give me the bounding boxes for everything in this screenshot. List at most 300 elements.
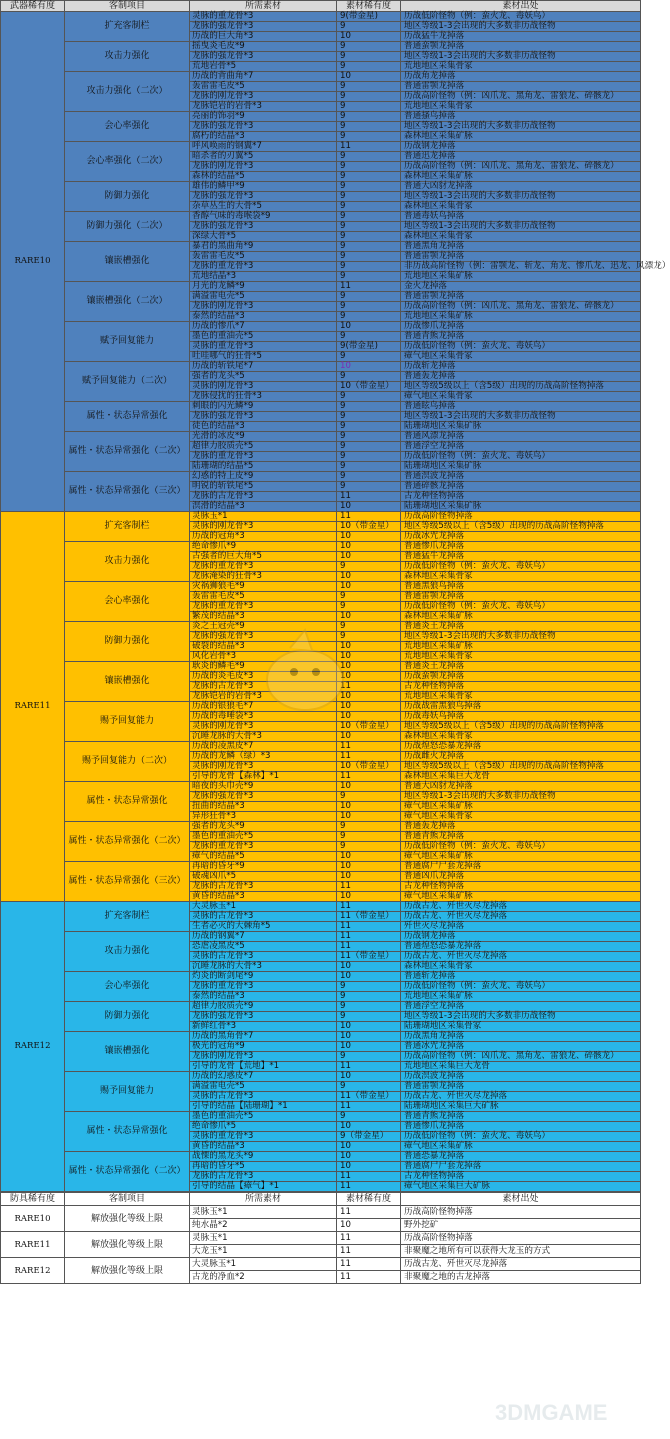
material-rarity-cell: 11 (337, 902, 401, 912)
source-cell: 森林地区采集矿脉 (401, 132, 641, 142)
source-cell: 历战高阶怪物（例：凶爪龙、黑角龙、雷狼龙、碎骸龙） (401, 1052, 641, 1062)
material-rarity-cell: 10 (337, 1072, 401, 1082)
material-rarity-cell: 10 (337, 1162, 401, 1172)
material-cell: 龙脉的强龙骨*3 (190, 632, 337, 642)
source-cell: 历战古龙、歼世灭尽龙掉落 (401, 952, 641, 962)
material-cell: 灵脉的古龙骨*3 (190, 1092, 337, 1102)
source-cell: 古龙种怪物掉落 (401, 1172, 641, 1182)
material-cell: 徒色的结晶*3 (190, 422, 337, 432)
material-rarity-cell: 9 (337, 452, 401, 462)
material-cell: 亮丽的饰羽*9 (190, 112, 337, 122)
material-cell: 月光的龙鳞*9 (190, 282, 337, 292)
material-rarity-cell: 9 (337, 52, 401, 62)
material-cell: 泰然的结晶*3 (190, 312, 337, 322)
material-cell: 引导的龙骨【森林】*1 (190, 772, 337, 782)
material-rarity-cell: 10 (337, 1152, 401, 1162)
rarity-cell: RARE11 (1, 512, 65, 902)
material-rarity-cell: 11 (337, 1232, 401, 1245)
table-row (1, 212, 641, 222)
material-cell: 灵脉的刚龙骨*3 (190, 722, 337, 732)
material-cell: 沉睡龙脉的大骨*3 (190, 962, 337, 972)
source-cell: 普通风漂龙掉落 (401, 432, 641, 442)
source-cell: 地区等级1-3会出现的大多数非历战怪物 (401, 792, 641, 802)
material-rarity-cell: 11 (337, 1062, 401, 1072)
material-cell: 龙脉的古龙骨*3 (190, 1172, 337, 1182)
material-cell: 龙脉的强龙骨*3 (190, 222, 337, 232)
material-rarity-cell: 9 (337, 122, 401, 132)
source-cell: 历战古龙、歼世灭尽龙掉落 (401, 1258, 641, 1271)
material-cell: 满溢雷电壳*5 (190, 292, 337, 302)
material-rarity-cell: 9 (337, 102, 401, 112)
source-cell: 金火龙掉落 (401, 282, 641, 292)
material-cell: 纯水晶*2 (190, 1219, 337, 1232)
source-cell: 历战高阶怪物（例：凶爪龙、黑角龙、雷狼龙、碎骸龙） (401, 162, 641, 172)
material-cell: 灵脉的重龙骨*3 (190, 342, 337, 352)
material-rarity-cell: 10 (337, 552, 401, 562)
material-cell: 香醇气味的毒喉袋*9 (190, 212, 337, 222)
material-cell: 灵脉的重龙骨*3 (190, 1132, 337, 1142)
material-cell: 历战的黑角骨*7 (190, 1032, 337, 1042)
source-cell: 陆珊瑚地区采集巨大矿脉 (401, 1102, 641, 1112)
source-cell: 瘴气地区采集矿脉 (401, 852, 641, 862)
material-cell: 异形狂骨*3 (190, 812, 337, 822)
material-rarity-cell: 9 (337, 602, 401, 612)
material-rarity-cell: 9 (337, 392, 401, 402)
custom-item-cell: 镶嵌槽强化 (65, 1032, 190, 1072)
table-row (1, 42, 641, 52)
material-rarity-cell: 11 (337, 682, 401, 692)
source-cell: 瘴气地区采集骨冢 (401, 812, 641, 822)
table-row (1, 402, 641, 412)
material-rarity-cell: 10 (337, 1032, 401, 1042)
material-cell: 超律力胶质壳*5 (190, 442, 337, 452)
material-cell: 引导的龙骨【荒地】*1 (190, 1062, 337, 1072)
material-cell: 满溢雷电壳*5 (190, 1082, 337, 1092)
material-cell: 暗夜的头巾壳*9 (190, 782, 337, 792)
source-cell: 普通惨爪龙掉落 (401, 542, 641, 552)
material-cell: 呼风唤雨的钢翼*7 (190, 142, 337, 152)
material-cell: 暗杀者的刃翼*5 (190, 152, 337, 162)
material-rarity-cell: 10 (337, 802, 401, 812)
custom-item-cell: 赐予回复能力 (65, 1072, 190, 1112)
source-cell: 森林地区采集骨冢 (401, 962, 641, 972)
material-cell: 大灵脉玉*1 (190, 1258, 337, 1271)
source-cell: 瘴气地区采集矿脉 (401, 892, 641, 902)
source-cell: 历战钢龙掉落 (401, 142, 641, 152)
source-cell: 地区等级5级以上（含5级）出现的历战高阶怪物掉落 (401, 762, 641, 772)
material-cell: 历战的炎毛皮*3 (190, 672, 337, 682)
material-rarity-cell: 9 (337, 202, 401, 212)
source-cell: 历战古龙、歼世灭尽龙掉落 (401, 912, 641, 922)
custom-item-cell: 会心率强化 (65, 582, 190, 622)
source-cell: 历战煌怒恐暴龙掉落 (401, 742, 641, 752)
source-cell: 地区等级1-3会出现的大多数非历战怪物 (401, 122, 641, 132)
custom-item-cell: 解放强化等级上限 (65, 1258, 190, 1284)
table-row (1, 472, 641, 482)
source-cell: 普通毒妖鸟掉落 (401, 212, 641, 222)
source-cell: 历战低阶怪物（例：蛮火龙、毒妖鸟） (401, 842, 641, 852)
material-rarity-header: 素材稀有度 (337, 1, 401, 12)
header-row (1, 1, 641, 12)
material-cell: 大龙玉*1 (190, 1245, 337, 1258)
material-cell: 灵脉玉*1 (190, 1232, 337, 1245)
source-cell: 历战雌火龙掉落 (401, 752, 641, 762)
source-cell: 森林地区采集骨冢 (401, 732, 641, 742)
source-cell: 历战溟波龙掉落 (401, 1072, 641, 1082)
material-rarity-cell: 11（带金星） (337, 952, 401, 962)
source-header: 素材出处 (401, 1193, 641, 1206)
material-cell: 再暗的昏牙*5 (190, 1162, 337, 1172)
mascot-watermark (250, 620, 360, 730)
material-rarity-cell: 10 (337, 1042, 401, 1052)
custom-item-cell: 攻击力强化 (65, 542, 190, 582)
material-rarity-cell: 11 (337, 282, 401, 292)
material-cell: 历战的斩铁尾*7 (190, 362, 337, 372)
material-cell: 瘴气的结晶*5 (190, 852, 337, 862)
custom-item-cell: 会心率强化 (65, 972, 190, 1002)
table-row (1, 142, 641, 152)
source-cell: 古龙种怪物掉落 (401, 682, 641, 692)
source-cell: 普通雷颚龙掉落 (401, 592, 641, 602)
source-cell: 瘴气地区采集巨大矿脉 (401, 1182, 641, 1192)
custom-item-cell: 镶嵌槽强化 (65, 662, 190, 702)
material-cell: 轰雷雷毛皮*5 (190, 252, 337, 262)
material-cell: 历战的钢翼*7 (190, 932, 337, 942)
material-rarity-cell: 9 (337, 562, 401, 572)
material-cell: 历战的冠角*3 (190, 532, 337, 542)
custom-item-cell: 攻击力强化 (65, 42, 190, 72)
custom-item-cell: 扩充客制栏 (65, 12, 190, 42)
material-rarity-cell: 9 (337, 1112, 401, 1122)
source-cell: 普通雷颚龙掉落 (401, 1082, 641, 1092)
material-rarity-cell: 9 (337, 632, 401, 642)
rarity-cell: RARE11 (1, 1232, 65, 1258)
material-cell: 泰然的结晶*3 (190, 992, 337, 1002)
source-cell: 普通惨爪龙掉落 (401, 1122, 641, 1132)
source-cell: 历战角龙掉落 (401, 72, 641, 82)
material-rarity-cell: 10（带金星） (337, 762, 401, 772)
source-cell: 历战黑角龙掉落 (401, 1032, 641, 1042)
material-rarity-cell: 10 (337, 1122, 401, 1132)
material-rarity-cell: 9 (337, 472, 401, 482)
custom-item-cell: 属性・状态异常强化 (65, 1112, 190, 1152)
material-rarity-cell: 9 (337, 332, 401, 342)
material-header: 所需素材 (190, 1193, 337, 1206)
material-rarity-cell: 10 (337, 1142, 401, 1152)
watermark-logo (495, 1400, 635, 1432)
source-cell: 野外挖矿 (401, 1219, 641, 1232)
source-cell: 普通冰咒龙掉落 (401, 1042, 641, 1052)
source-cell: 地区等级1-3会出现的大多数非历战怪物 (401, 192, 641, 202)
material-rarity-cell: 9 (337, 442, 401, 452)
material-cell: 灵脉的刚龙骨*3 (190, 382, 337, 392)
material-cell: 耿炎的鳞毛*9 (190, 662, 337, 672)
material-cell: 龙脉的刚龙骨*3 (190, 92, 337, 102)
material-rarity-cell: 11 (337, 882, 401, 892)
material-rarity-cell: 10 (337, 532, 401, 542)
material-rarity-cell: 9 (337, 432, 401, 442)
material-rarity-cell: 10 (337, 712, 401, 722)
source-cell: 非历战高阶怪物（例：雷颚龙、斩龙、角龙、惨爪龙、迅龙、风漂龙） (401, 262, 641, 272)
source-cell: 森林地区采集骨冢 (401, 232, 641, 242)
custom-item-cell: 属性・状态异常强化 (65, 782, 190, 822)
source-cell: 普通恐暴龙掉落 (401, 1152, 641, 1162)
material-rarity-cell: 11 (337, 752, 401, 762)
source-cell: 荒地地区采集骨冢 (401, 102, 641, 112)
source-cell: 普通迅龙掉落 (401, 152, 641, 162)
material-rarity-cell: 11 (337, 512, 401, 522)
custom-item-cell: 防御力强化 (65, 182, 190, 212)
material-cell: 风化岩骨*3 (190, 652, 337, 662)
material-cell: 破裂的结晶*3 (190, 642, 337, 652)
rarity-header: 武器稀有度 (1, 1, 65, 12)
material-cell: 灾祸狮狼毛*9 (190, 582, 337, 592)
table-row (1, 1258, 641, 1271)
material-rarity-cell: 9 (337, 592, 401, 602)
material-cell: 龙脉铠岩的岩骨*3 (190, 692, 337, 702)
material-cell: 古强者的巨大角*5 (190, 552, 337, 562)
source-cell: 历战高阶怪物掉落 (401, 1206, 641, 1219)
source-cell: 历战低阶怪物（例：蛮火龙、毒妖鸟） (401, 12, 641, 22)
material-rarity-cell: 9 (337, 242, 401, 252)
source-cell: 普通浮空龙掉落 (401, 1002, 641, 1012)
table-row (1, 112, 641, 122)
material-rarity-cell: 10 (337, 812, 401, 822)
source-cell: 瘴气地区采集矿脉 (401, 802, 641, 812)
material-cell: 引导的结晶【瘴气】*1 (190, 1182, 337, 1192)
source-cell: 历战钢龙掉落 (401, 932, 641, 942)
material-rarity-cell: 9 (337, 482, 401, 492)
material-rarity-cell: 9 (337, 252, 401, 262)
material-rarity-cell: 9 (337, 82, 401, 92)
material-rarity-cell: 10 (337, 852, 401, 862)
material-cell: 陆珊瑚的结晶*5 (190, 462, 337, 472)
material-cell: 轰雷雷毛皮*5 (190, 82, 337, 92)
material-cell: 暴君的黑曲角*9 (190, 242, 337, 252)
source-cell: 普通大凶豺龙掉落 (401, 782, 641, 792)
material-rarity-cell: 9(带金星) (337, 342, 401, 352)
source-cell: 普通雷颚龙掉落 (401, 292, 641, 302)
table-row (1, 1112, 641, 1122)
source-cell: 普通眩鸟掉落 (401, 402, 641, 412)
material-cell: 龙脉的重龙骨*3 (190, 982, 337, 992)
material-rarity-cell: 9 (337, 992, 401, 1002)
material-rarity-cell: 10 (337, 692, 401, 702)
source-cell: 普通腐尸尸套龙掉落 (401, 862, 641, 872)
table-row (1, 12, 641, 22)
source-cell: 森林地区采集骨冢 (401, 572, 641, 582)
source-cell: 荒地地区采集矿脉 (401, 312, 641, 322)
material-cell: 灵脉的刚龙骨*3 (190, 762, 337, 772)
material-rarity-cell: 10 (337, 732, 401, 742)
source-cell: 历战古龙、歼世灭尽龙掉落 (401, 1092, 641, 1102)
rarity-cell: RARE10 (1, 12, 65, 512)
material-cell: 引导的结晶【陆珊瑚】*1 (190, 1102, 337, 1112)
material-rarity-cell: 9 (337, 192, 401, 202)
source-cell: 普通搔鸟掉落 (401, 112, 641, 122)
source-cell: 陆珊瑚地区采集矿脉 (401, 462, 641, 472)
source-cell: 瘴气地区采集骨冢 (401, 352, 641, 362)
material-cell: 龙脉的古龙骨*3 (190, 682, 337, 692)
material-rarity-cell: 11（带金星） (337, 1092, 401, 1102)
material-rarity-cell: 9 (337, 372, 401, 382)
source-cell: 森林地区采集矿脉 (401, 612, 641, 622)
material-rarity-cell: 10 (337, 32, 401, 42)
material-cell: 雄伟的鳞甲*9 (190, 182, 337, 192)
material-rarity-cell: 10 (337, 362, 401, 372)
source-cell: 地区等级1-3会出现的大多数非历战怪物 (401, 22, 641, 32)
table-row (1, 1152, 641, 1162)
material-rarity-cell: 9 (337, 982, 401, 992)
material-rarity-cell: 9 (337, 22, 401, 32)
source-cell: 荒地地区采集骨冢 (401, 692, 641, 702)
table-row (1, 742, 641, 752)
source-cell: 瘴气地区采集矿脉 (401, 1142, 641, 1152)
source-cell: 历战冰咒龙掉落 (401, 532, 641, 542)
material-cell: 灵脉玉*1 (190, 1206, 337, 1219)
source-cell: 普通黑角龙掉落 (401, 242, 641, 252)
material-cell: 龙脉的强龙骨*3 (190, 192, 337, 202)
source-cell: 地区等级1-3会出现的大多数非历战怪物 (401, 632, 641, 642)
material-cell: 荒地结晶*3 (190, 272, 337, 282)
custom-item-cell: 解放强化等级上限 (65, 1206, 190, 1232)
material-cell: 再暗的昏牙*9 (190, 862, 337, 872)
material-rarity-header: 素材稀有度 (337, 1193, 401, 1206)
material-cell: 荒地岩骨*5 (190, 62, 337, 72)
material-cell: 龙脉侵扰的狂骨*3 (190, 392, 337, 402)
material-rarity-cell: 10 (337, 642, 401, 652)
material-cell: 腐朽的结晶*3 (190, 132, 337, 142)
item-header: 客制项目 (65, 1, 190, 12)
table-row (1, 362, 641, 372)
material-cell: 光滑的冰皮*9 (190, 432, 337, 442)
material-rarity-cell: 11 (337, 922, 401, 932)
source-cell: 历战低阶怪物（例：蛮火龙、毒妖鸟） (401, 602, 641, 612)
material-rarity-cell: 9 (337, 172, 401, 182)
custom-item-cell: 防御力强化 (65, 622, 190, 662)
material-cell: 龙脉的强龙骨*3 (190, 1012, 337, 1022)
rarity-header: 防具稀有度 (1, 1193, 65, 1206)
source-cell: 非聚魔之地的古龙掉落 (401, 1271, 641, 1284)
material-rarity-cell: 9 (337, 152, 401, 162)
material-cell: 灵脉的古龙骨*3 (190, 952, 337, 962)
material-cell: 战慄的黑龙头*9 (190, 1152, 337, 1162)
material-rarity-cell: 10 (337, 672, 401, 682)
material-rarity-cell: 9 (337, 302, 401, 312)
material-cell: 龙脉的强龙骨*3 (190, 792, 337, 802)
material-cell: 龙脉的古龙骨*3 (190, 882, 337, 892)
material-rarity-cell: 9 (337, 272, 401, 282)
rarity-cell: RARE12 (1, 1258, 65, 1284)
custom-item-cell: 属性・状态异常强化（三次） (65, 472, 190, 512)
material-cell: 摇曳炎毛皮*9 (190, 42, 337, 52)
source-cell: 普通蛮颚龙掉落 (401, 42, 641, 52)
table-row (1, 512, 641, 522)
material-cell: 龙脉铠岩的岩骨*3 (190, 102, 337, 112)
material-cell: 黄昏的结晶*3 (190, 892, 337, 902)
material-rarity-cell: 10 (337, 1022, 401, 1032)
material-cell: 强者的龙头*5 (190, 372, 337, 382)
source-cell: 历战高阶怪物（例：凶爪龙、黑角龙、雷狼龙、碎骸龙） (401, 92, 641, 102)
material-cell: 灵脉玉*1 (190, 512, 337, 522)
source-cell: 歼世灭尽龙掉落 (401, 922, 641, 932)
table-row (1, 432, 641, 442)
material-cell: 炎之王冠壳*9 (190, 622, 337, 632)
table-row (1, 862, 641, 872)
material-rarity-cell: 11 (337, 1245, 401, 1258)
material-cell: 历战的巨大角*3 (190, 32, 337, 42)
custom-item-cell: 防御力强化（二次） (65, 212, 190, 242)
material-rarity-cell: 10（带金星） (337, 522, 401, 532)
source-cell: 陆珊瑚地区采集矿脉 (401, 422, 641, 432)
material-cell: 灵脉的刚龙骨*3 (190, 522, 337, 532)
material-rarity-cell: 9 (337, 212, 401, 222)
source-cell: 普通炎王龙掉落 (401, 622, 641, 632)
source-cell: 森林地区采集矿脉 (401, 172, 641, 182)
material-rarity-cell: 10 (337, 702, 401, 712)
custom-item-cell: 会心率强化（二次） (65, 142, 190, 182)
source-cell: 普通浮空龙掉落 (401, 442, 641, 452)
material-cell: 扭曲的结晶*3 (190, 802, 337, 812)
source-cell: 普通青熊龙掉落 (401, 832, 641, 842)
material-cell: 极光的冠角*9 (190, 1042, 337, 1052)
material-rarity-cell: 9 (337, 62, 401, 72)
watermark-text: 3DMGAME (495, 1400, 608, 1425)
material-rarity-cell: 10 (337, 962, 401, 972)
material-rarity-cell: 10 (337, 662, 401, 672)
table-row (1, 782, 641, 792)
table-row (1, 322, 641, 332)
source-cell: 历战低阶怪物（例：蛮火龙、毒妖鸟） (401, 342, 641, 352)
material-cell: 破魂凶爪*5 (190, 872, 337, 882)
material-cell: 深绿大骨*5 (190, 232, 337, 242)
source-cell: 普通猛牛龙掉落 (401, 552, 641, 562)
custom-item-cell: 赐予回复能力（二次） (65, 742, 190, 782)
material-cell: 龙脉的重龙骨*3 (190, 262, 337, 272)
custom-item-cell: 赋予回复能力 (65, 322, 190, 362)
material-rarity-cell: 11 (337, 1258, 401, 1271)
source-cell: 普通炎王龙掉落 (401, 662, 641, 672)
material-rarity-cell: 11（带金星） (337, 912, 401, 922)
material-cell: 超律力胶质壳*9 (190, 1002, 337, 1012)
material-cell: 绝命惨爪*9 (190, 542, 337, 552)
material-rarity-cell: 10 (337, 612, 401, 622)
material-rarity-cell: 9 (337, 402, 401, 412)
source-cell: 地区等级5级以上（含5级）出现的历战高阶怪物掉落 (401, 382, 641, 392)
source-cell: 普通大凶豺龙掉落 (401, 182, 641, 192)
material-rarity-cell: 11 (337, 1206, 401, 1219)
table-row (1, 972, 641, 982)
material-cell: 灵脉的古龙骨*3 (190, 912, 337, 922)
material-rarity-cell: 11 (337, 1182, 401, 1192)
source-cell: 历战高阶怪物掉落 (401, 512, 641, 522)
source-cell: 地区等级1-3会出现的大多数非历战怪物 (401, 52, 641, 62)
source-cell: 非聚魔之地所有可以获得大龙玉的方式 (401, 1245, 641, 1258)
material-header: 所需素材 (190, 1, 337, 12)
material-cell: 绝命惨爪*5 (190, 1122, 337, 1132)
material-rarity-cell: 11 (337, 1172, 401, 1182)
source-cell: 普通轰龙掉落 (401, 372, 641, 382)
material-cell: 龙脉的重龙骨*3 (190, 842, 337, 852)
table-row (1, 242, 641, 252)
source-cell: 历战蛮颚龙掉落 (401, 672, 641, 682)
source-cell: 普通溟波龙掉落 (401, 472, 641, 482)
material-cell: 墨色的重油壳*5 (190, 1112, 337, 1122)
source-cell: 陆珊瑚地区采集骨冢 (401, 1022, 641, 1032)
material-cell: 龙脉的重龙骨*3 (190, 562, 337, 572)
material-cell: 龙脉的重龙骨*3 (190, 602, 337, 612)
material-rarity-cell: 9 (337, 422, 401, 432)
